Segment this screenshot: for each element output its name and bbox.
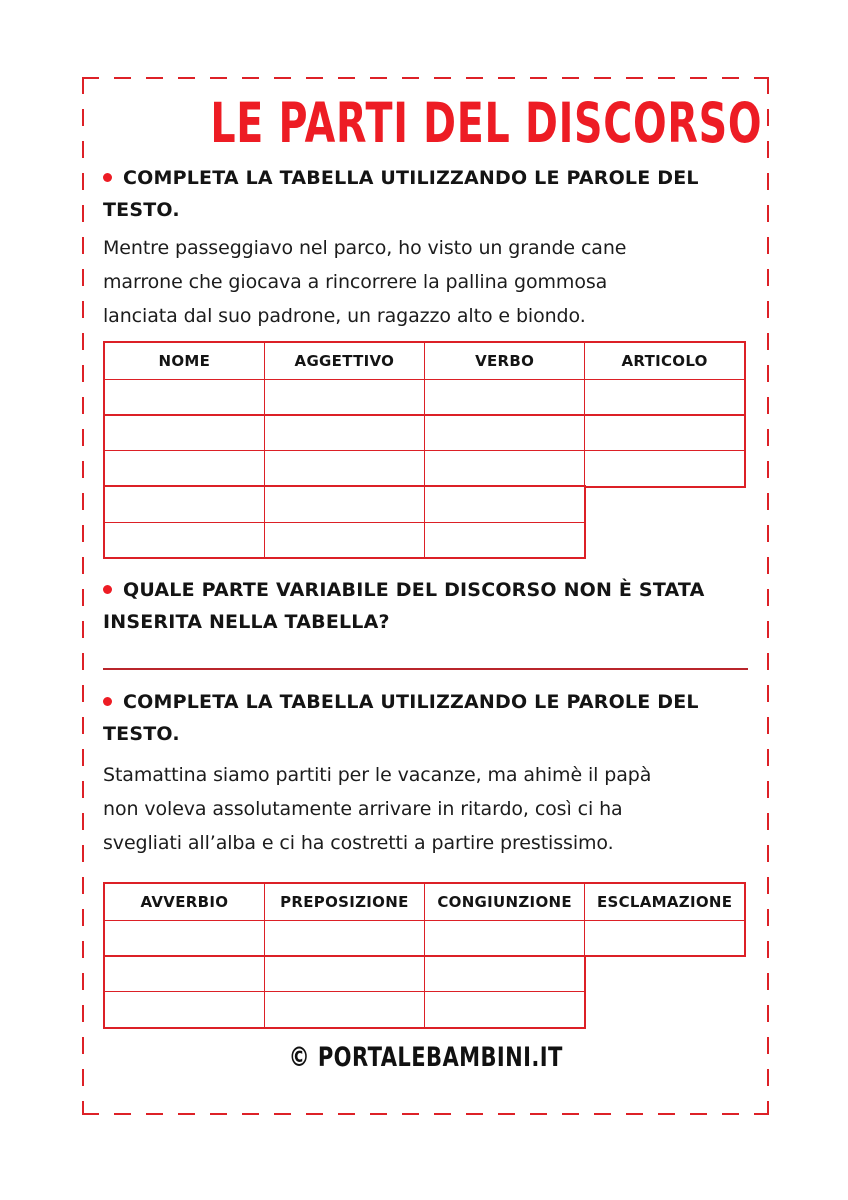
empty-cell [585, 451, 745, 487]
exercise2-instruction-line1: COMPLETA LA TABELLA UTILIZZANDO LE PAROLE DEL [123, 691, 699, 713]
column-header-aggettivo: AGGETTIVO [264, 342, 424, 379]
empty-cell [585, 920, 745, 956]
column-header-congiunzione: CONGIUNZIONE [425, 883, 585, 920]
bullet-icon [103, 697, 112, 706]
table-row [104, 992, 585, 1028]
empty-cell [425, 486, 585, 522]
table-row [104, 920, 745, 956]
exercise1-table-middle-block [103, 414, 746, 488]
exercise2-table [103, 882, 748, 1029]
dashed-border-bottom [82, 1113, 769, 1115]
column-header-avverbio: AVVERBIO [104, 883, 264, 920]
answer-line [103, 668, 748, 670]
empty-cell [104, 522, 264, 558]
empty-cell [264, 956, 424, 992]
table-row [104, 486, 585, 522]
column-header-preposizione: PREPOSIZIONE [264, 883, 424, 920]
empty-cell [264, 451, 424, 487]
bullet-icon [103, 173, 112, 182]
empty-cell [425, 415, 585, 451]
column-header-nome: NOME [104, 342, 264, 379]
empty-cell [425, 522, 585, 558]
exercise1-table-header-block [103, 341, 746, 416]
empty-cell [585, 379, 745, 415]
empty-cell [264, 992, 424, 1028]
exercise1-table [103, 341, 748, 559]
empty-cell [425, 379, 585, 415]
table-row [104, 451, 745, 487]
dashed-border-top [82, 77, 769, 79]
empty-cell [104, 992, 264, 1028]
empty-cell [264, 522, 424, 558]
question-heading [103, 574, 748, 638]
empty-cell [104, 415, 264, 451]
empty-cell [425, 920, 585, 956]
question-line2: INSERITA NELLA TABELLA? [103, 611, 390, 633]
empty-cell [425, 956, 585, 992]
empty-cell [104, 920, 264, 956]
exercise2-instruction-line2: TESTO. [103, 723, 180, 745]
dashed-border-right [767, 77, 769, 1115]
exercise1-instruction [103, 162, 748, 226]
exercise1-instruction-line2: TESTO. [103, 199, 180, 221]
column-header-articolo: ARTICOLO [585, 342, 745, 379]
empty-cell [264, 379, 424, 415]
empty-cell [264, 415, 424, 451]
table-row [104, 956, 585, 992]
table-row [104, 415, 745, 451]
empty-cell [425, 992, 585, 1028]
exercise2-table-bottom-block [103, 955, 586, 1029]
page-title: LE PARTI DEL DISCORSO [210, 91, 763, 155]
column-header-esclamazione: ESCLAMAZIONE [585, 883, 745, 920]
empty-cell [104, 486, 264, 522]
empty-cell [425, 451, 585, 487]
bullet-icon [103, 585, 112, 594]
dashed-border-left [82, 77, 84, 1115]
exercise2-passage: Stamattina siamo partiti per le vacanze, ma ahimè il papà non voleva assolutamente arrivare in ritardo, così ci ha svegliati all’alba e ci ha costretti a partire prestissimo. [103, 764, 652, 854]
exercise2-table-header-block [103, 882, 746, 957]
exercise1-instruction-line1: COMPLETA LA TABELLA UTILIZZANDO LE PAROLE DEL [123, 167, 699, 189]
table-row [104, 522, 585, 558]
empty-cell [264, 920, 424, 956]
empty-cell [104, 379, 264, 415]
column-header-verbo: VERBO [425, 342, 585, 379]
footer-credit: © PORTALEBAMBINI.IT [288, 1041, 563, 1073]
exercise2-instruction [103, 686, 748, 750]
empty-cell [585, 415, 745, 451]
empty-cell [104, 451, 264, 487]
worksheet-page [82, 77, 769, 1115]
empty-cell [264, 486, 424, 522]
exercise1-table-bottom-block [103, 485, 586, 559]
table-row [104, 379, 745, 415]
empty-cell [104, 956, 264, 992]
exercise1-passage: Mentre passeggiavo nel parco, ho visto un grande cane marrone che giocava a rincorrere la pallina gommosa lanciata dal suo padrone, un ragazzo alto e biondo. [103, 237, 627, 327]
question-line1: QUALE PARTE VARIABILE DEL DISCORSO NON È STATA [123, 579, 705, 601]
